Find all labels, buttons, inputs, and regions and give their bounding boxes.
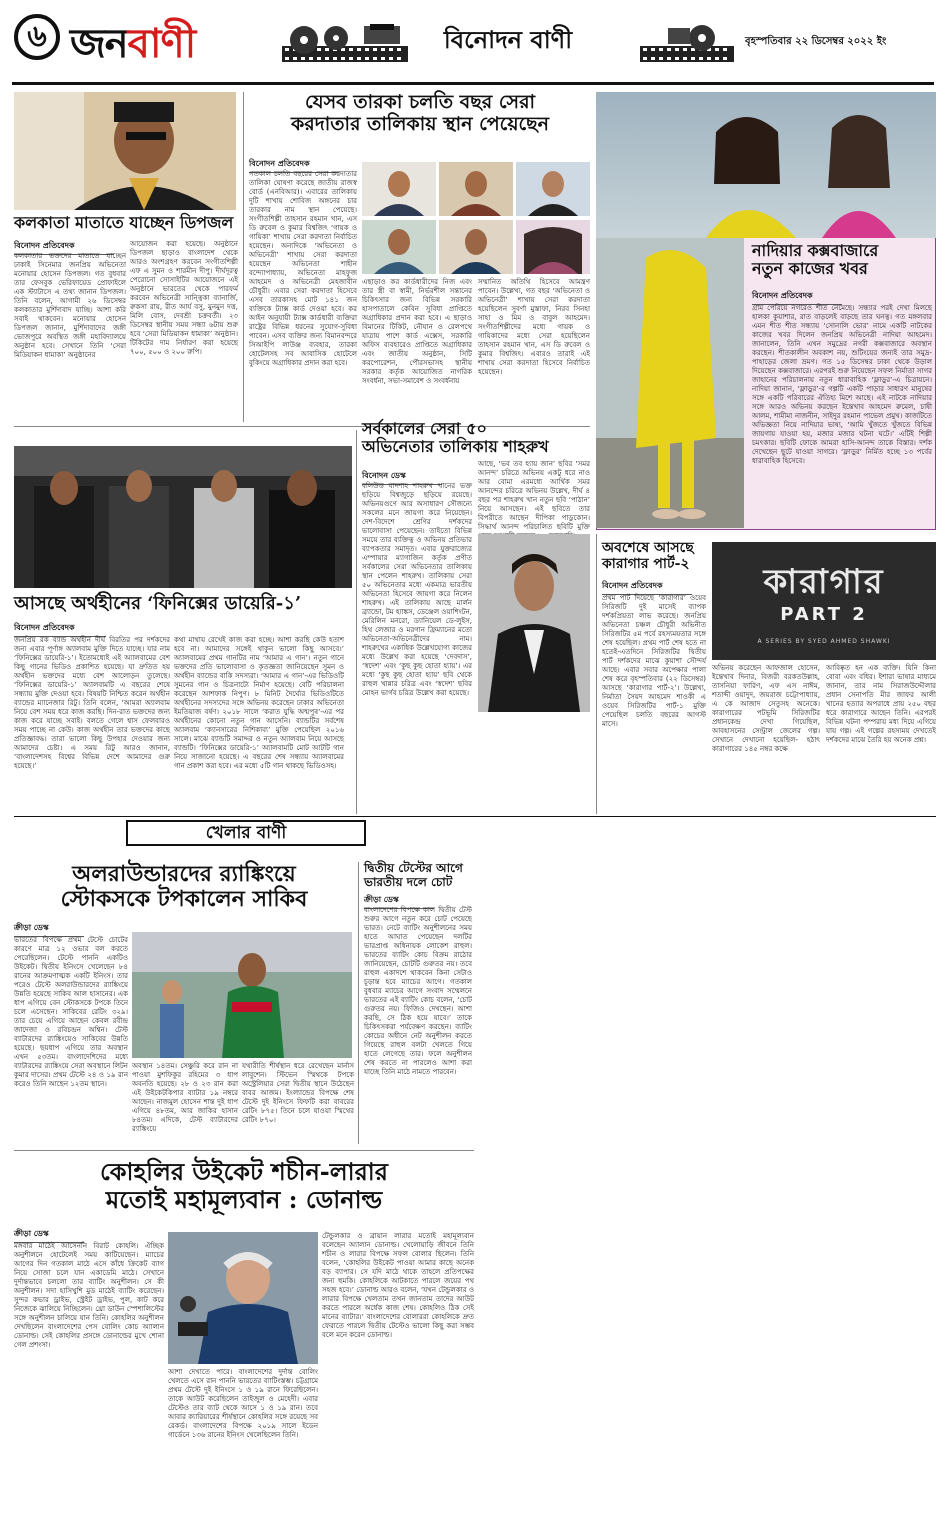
a5-headline-line2: অভিনেতার তালিকায় শাহরুখ [362, 437, 549, 457]
b2-headline-line1: দ্বিতীয় টেস্টের আগে [364, 861, 463, 875]
donald-photo [168, 1232, 318, 1364]
arthohin-band-photo [14, 446, 352, 588]
a3-body: গ্রাম পেরিয়ে নগরেও শীত নেমেছে। সন্ধ্যার পরই দেখা মিলছে হালকা কুয়াশার, রাত বাড়লেই বাড়ছে তার ঘনত্ব। গত মঙ্গলবার এমন শীত শীত সন্ধ্যায় ‘সোনালি ভোর’ নামে একটি নাটকের কাজের খবর দিলেন জনপ্রিয় অভিনেত্রী নাদিয়া আহমেদ। জানালেন, তিনি এখন সমুদ্রের নগরী কক্সবাজারে অবস্থান করছেন। শীতকালীন অবকাশ নয়, শুটিংয়ের জন্যই তার সমুদ্র-পাহাড়ের জেলা ভ্রমণ। গত ১৫ ডিসেম্বর ঢাকা থেকে উড়াল দিয়েছেন কক্সবাজারে। এরপরই শুরু নিয়েছেন সফল নির্মাতা সাগর জাহানের পরিচালনায় নতুন ধারাবাহিক ‘ফ্লাড়ুর’-এ চিত্রায়নে। নাদিয়া জানান, ‘ফ্লাড়ুর’-র গল্পটি একটি পাড়ার সাধারণ মানুষের সঙ্গে একটি পরিবারের ঐতিহ্য মিশে আছে। এই নাটকে নাদিয়ার সঙ্গে আরও অভিনয় করছেন ইন্তেখাব আহমেদ রুমেল, চাষী আলম, শামীমা নাজনীন, সাইদুর রহমান পাভেল প্রমুখ। কাজটিতে অভিজ্ঞতা নিয়ে নাদিয়ার ভাষ্য, ‘আমি খুঁজতে খুঁজতে বিভিন্ন জায়গায় যাওয়া হয়, মজার মজার ঘটনা ঘটে।’ এটিই শিল্পী চমৎকার। ছবিটি ফোকে আমরা হাসি-আনন্দ তাকে বিস্তার। দর্শক দেখেছেন ছুটে যাওয়া সাগরে। ‘ফ্লাড়ুর’ নির্মিত হচ্ছে ১৩ পর্বের ধারাবাহিক হিসেবে। [752, 304, 932, 465]
a2-photo-grid [362, 162, 590, 274]
publication-date: বৃহস্পতিবার ২২ ডিসেম্বর ২০২২ ইং [745, 36, 887, 47]
b1-body-col1: ভারতের বিপক্ষে প্রথম টেস্টে চোটের কারণে মাত্র ১২ ওভার বল করতে পেরেছিলেন। টেস্টে পাননি একটিও উইকেট। দ্বিতীয় ইনিংসে খেলেছেন ৮৪ রানের আক্রমণাত্মক একটি ইনিংস। তার পরেও টেস্টে অলরাউন্ডারদের র‍্যাঙ্কিংয়ে উন্নতি হয়েছে সাকিব আল হাসানের। এক ধাপ এগিয়ে বেন স্টোকসকে টপকে তিনে চলে এসেছেন। সাকিবের রেটিং ৩২৯। তার চেয়ে এগিয়ে আছেন কেবল রবীন্দ্র জাদেজা ও রবিচন্দ্রন অশ্বিন। টেস্ট ব্যাটারদের র‍্যাঙ্কিংয়েও সাকিবের উন্নতি হয়েছে। ছয়ধাপ এগিয়ে তার অবস্থান এখন ৫৩তম। বাংলাদেশিদের মধ্যে ব্যাটারদের র‍্যাঙ্কিংয়ে সেরা অবস্থানে লিটন কুমার দাসের। প্রথম টেস্টে ২৪ ও ১৯ রান করেও তিনি আছেন ১২তম স্থানে। [14, 936, 128, 1088]
a2-headline [250, 92, 590, 136]
a3-byline: বিনোদন প্রতিবেদক [752, 290, 842, 305]
a6-headline [602, 540, 706, 572]
b1-headline-line2: স্টোকসকে টপকালেন সাকিব [60, 886, 308, 913]
a2-headline-line1: যেসব তারকা চলতি বছর সেরা [304, 91, 536, 113]
film-reel-icon-left [282, 24, 408, 74]
b1-byline: ক্রীড়া ডেস্ক [14, 922, 84, 937]
a3-headline [752, 242, 932, 279]
a2-body-col2: এছাড়াও কর কার্ডধারীদের নিজ এবং তার স্ত্রী বা স্বামী, নির্ভরশীল সন্তানের চিকিৎসার জন্য বিভিন্ন সরকারি হাসপাতালে কেবিন সুবিধা প্রাপ্তিতে অগ্রাধিকার প্রদান করা হবে। এ ছাড়াও বিমানের টিকিট, নৌযান ও রেলপথে যাত্রায় পাশে কার্ড এক্সেস, সরকারি অফিস ব্যবহারেও প্রাপ্তিতে অগ্রাধিকার এবং জাতীয় অনুষ্ঠান, সিটি করপোরেশন, পৌরসভাসহ স্থানীয় সরকার কর্তৃক আয়োজিত নাগরিক সংবর্ধনা, সভা-সমাবেশ ও সংবর্ধনায় [362, 278, 472, 385]
b2-body: বাংলাদেশের বিপক্ষে কাল দ্বিতীয় টেস্ট শুরুর আগে নতুন করে চোট পেয়েছে ভারত। নেটে ব্যাটিং অনুশীলনের সময় হাতে আঘাত পেয়েছেন দলটির ভারপ্রাপ্ত অধিনায়ক লোকেশ রাহুল। ভারতের ব্যাটিং কোচ বিক্রম রাঠোর জানিয়েছেন, চোটটি গুরুতর নয়। তবে রাহুল একাদশে থাকবেন কিনা সেটাও চূড়ান্ত হবে ম্যাচের আগে। গতকাল বুধবার ম্যাচের আগে সংবাদ সম্মেলনে ভারতের এই ব্যাটিং কোচ বলেন, ‘চোট গুরুতর নয়। ফিজিও দেখছেন। আশা করছি, সে ঠিক হয়ে যাবে।’ তাকে চিকিৎসকরা পর্যবেক্ষণ করছেন। ব্যাটিং কোচের অধীনে নেট অনুশীলন করতে গিয়েছে রাহুল বলটা খেলতে গিয়ে হাতে লেগেছে তার। ফলে অনুশীলন শেষ করতে না পারলেও আশা করা যাচ্ছে তিনি মাঠে নামতে পারবেন। [364, 906, 472, 1076]
a2-byline: বিনোদন প্রতিবেদক [249, 158, 339, 173]
a6-byline: বিনোদন প্রতিবেদক [602, 580, 692, 595]
a3-headline-line1: নাদিয়ার কক্সবাজারে [752, 241, 879, 260]
a2-headline-line2: করদাতার তালিকায় স্থান পেয়েছেন [291, 112, 549, 135]
a5-body-col1: বলিউড বাদশাহ শাহরুখ খানের ভক্ত ছড়িয়ে বিশ্বজুড়ে ছড়িয়ে রয়েছে। অভিনয়গুণে আর অসাধারণ সৌজন্যে সকলের মনে জায়গা করে নিয়েছেন। দেশ-বিদেশে শ্রেণির দর্শকদের ভালোবাসা পেয়েছেন। তাইতো বিভিন্ন সময়ে তার ব্যক্তিত্ব ও অভিনয় প্রতিভার ব্যাপকতার সমাদৃত। এবার যুক্তরাজ্যের এম্পায়ার ম্যাগাজিন কর্তৃক প্রণীত সর্বকালের সেরা অভিনেতার তালিকায় স্থান পেলেন শাহরুখ। তালিকায় সেরা ৫০ অভিনেতার মধ্যে একমাত্র ভারতীয় অভিনেতা হিসেবে জায়গা করে নিলেন শাহরুখ। এই তালিকায় আছে মার্লন ব্র্যান্ডো, টম হ্যাঙ্কস, ডেঞ্জেল ওয়াশিংটন, মেরিলিন মনরো, ড্যানিয়েল ডে-লুইস, হিথ লেজার ও মরগান ফ্রিম্যানের মতো অভিনেতা-অভিনেত্রীদের নাম। শাহরুখের একাধিক উল্লেখযোগ্য কাজের মধ্যে উল্লেখ করা হয়েছে ‘দেবদাস’, ‘স্বদেশ’ এবং ‘কুছ কুছ হোতা হ্যায়’। এর মধ্যে ‘কুছ কুছ হোতা হ্যায়’ ছবি থেকে রাহুল খান্নার চরিত্র এবং ‘স্বদেশ’ ছবির মোহন ভার্গব চরিত্র উল্লেখ করা হয়েছে। [362, 482, 472, 697]
section-title: বিনোদন বাণী [443, 25, 573, 54]
a5-photo [478, 534, 590, 712]
page-number: ৬ [14, 14, 60, 60]
b1-photo [132, 932, 352, 1058]
b3-body-col3: টেন্ডুলকার ও ব্রায়ান লারার মতোই মহামূল্যবান বলেছেন অ্যালান ডোনাল্ড। খেলোয়াড়ি জীবনে তিনি শচীন ও লারার বিপক্ষে সফল বোলার ছিলেন। তিনি বলেন, ‘কোহলির উইকেট পাওয়া আমার কাছে অনেক বড় ব্যাপার। সে যদি মাঠে থাকে তাহলে প্রতিপক্ষের জন্য হুমকি। কোহলিকে আটকাতে পারলে জয়ের পথ সহজ হবে।’ ডোনাল্ড আরও বলেন, ‘যখন টেন্ডুলকার ও লারার বিপক্ষে খেলতাম তখন জানতাম তাদের আউট করতে পারলে অর্ধেক কাজ শেষ। কোহলিও ঠিক সেই মানের ব্যাটার।’ বাংলাদেশের বোলাররা কোহলিকে দ্রুত ফেরাতে পারলে দ্বিতীয় টেস্টেও ভালো কিছু করা সম্ভব বলে মনে করেন ডোনাল্ড। [322, 1232, 474, 1339]
logo-part2: বাণী [127, 20, 196, 67]
a1-headline: কলকাতা মাতাতে যাচ্ছেন ডিপজল [14, 213, 234, 232]
b3-body-col1: মঙ্গবার মাঠেই আসেননি বিরাট কোহলি। ঐচ্ছিক অনুশীলনে হোটেলেই সময় কাটিয়েছেন। ম্যাচের আগের দিন গতকাল মাঠে এসে কাঁধে ক্রিকেট ব্যাগ নিয়ে সোজা চলে যান একাডেমি মাঠে। সেখানে দুর্দান্তভাবে চললো তার ব্যাটিং অনুশীলন। সে কী অনুশীলন। সদা হাসিখুশি মুড মাঠেই ব্যাটিং করেছেন। সুন্দর কভার ড্রাইভ, স্ট্রেইট ড্রাইভ, পুল, কাট করে নিজেকে ঝালিয়ে নিচ্ছিলেন। থ্রো ডাউন স্পেশালিস্টের সঙ্গে অনুশীলন চালিয়ে যান তিনি। কোহলির অনুশীলন দেখছিলেন বাংলাদেশের পেস বোলিং কোচ অ্যালান ডোনাল্ড। সেই কোহলির প্রসঙ্গে ডোনাল্ডের মুখে শোনা গেল প্রশংসা। [14, 1242, 164, 1349]
a3-photo-main [596, 238, 744, 528]
nadia-photo-top [596, 92, 936, 238]
shakib-photo [132, 932, 352, 1058]
masthead-rule [12, 82, 934, 85]
b2-byline: ক্রীড়া ডেস্ক [364, 894, 434, 909]
b1-body-col2: অবস্থান ১৪তম। সেঞ্চুরি করে রান না পাওয়া মুশফিকুর রহিমের ৩ ধাপ অবনতি হয়েছে। ২৮ ও ২৩ রান করা এই উইকেটকিপার ব্যাটার ১৯ নম্বরে আছেন। নাজমুল হোসেন শান্ত দুই ধাপ এগিয়ে ৪৮তম, আর জাকির হাসান ৮৪তম। এদিকে, টেস্ট ব্যাটারদের র‍্যাঙ্কিংয়ে [132, 1062, 238, 1133]
newspaper-logo [70, 12, 195, 79]
a3-photo-top [596, 92, 936, 238]
a4-body-col1: জনপ্রিয় রক ব্যান্ড অর্থহীন দীর্ঘ বিরতির পর দর্শকদের জন্য এবার পূর্ণাঙ্গ অ্যালবাম মুক্তি দিতে যাচ্ছে। যার নাম ‘ফিনিক্সের ডায়েরি-১’। ইতোমধ্যেই এই অ্যালবামের বেশ কিছু গানের ভিডিও প্রকাশিত হয়েছে। যা দ্রুতিত হয় অর্থহীন ভক্তদের মধ্যে বেশ আলোড়ন তুলেছে। ‘ফিনিক্সের ডায়েরি-১’ অ্যালবামটি এ বছরের শেষে সন্ধ্যায় মুক্তি দেওয়া হবে। বিষয়টি নিশ্চিত করেন অর্থহীন ব্যান্ডের ম্যানেজার রিটু। তিনি বলেন, ‘আমরা অ্যালবাম নিয়ে বেশ সময় ধরে কাজ করছি। দিন-রাত ভক্তদের জন্য কাজ করে যাচ্ছে সবাই। বলতে গেলে শ্বাস ফেলবারও সময় পাচ্ছে না কেউ। কাজ অর্থহীন তার ভক্তদের কাছে প্রতিজ্ঞাবদ্ধ। তারা ভালো কিছু উপহার দেওয়ার জন্য আমাদের চেষ্টা। এ সময় রিটু আরও জানান, ‘বাংলাদেশসহ বিশ্বের বিভিন্ন দেশে আমাদের গুরু হয়েছে।’ [14, 636, 170, 770]
a6-headline-line1: অবশেষে আসছে [602, 540, 694, 556]
b1-headline [14, 862, 354, 913]
a1-body-col2: আয়োজন করা হয়েছে। অনুষ্ঠানে ডিপজল ছাড়াও বাংলাদেশ থেকে আরও অংশগ্রহণ করবেন সংগীতশিল্পী এফ এ সুমন ও শারমীন দীপু। দীর্ঘদূরত্ব পেরোনো সোসাইটির আয়োজনে এই অনুষ্ঠানে ভারতের থেকে পারফর্ম করবেন অভিনেত্রী সান্ত্বিকা ব্যানার্জি, রুকসা রায়, রীত আর্য বসু, মুনমুন দত্ত, মিলি বোস, দেবশ্রী চক্রবর্তী। ২৩ ডিসেম্বর স্থানীয় সময় সন্ধ্যা ৬টায় শুরু হবে ‘সেরা মিডিয়াকন ধামাকা’ অনুষ্ঠান। টিকিটের দাম নির্ধারণ করা হয়েছে ৭০০, ৫০০ ও ২০০ রুপি। [130, 240, 238, 356]
a2-body-col1: গতকাল চলতি বছরের সেরা করদাতার তালিকা ঘোষণা করেছে জাতীয় রাজস্ব বোর্ড (এনবিআর)। এবারের তালিকায় দুটি শাখায় শোবিজ অঙ্গনের চার তারকার নাম স্থান পেয়েছে। সংগীতশিল্পী তাহসান রহমান খান, এস ডি রুবেল ও কুমার বিশ্বজিৎ ‘গায়ক ও গায়িকা’ শাখায় সেরা করদাতা নির্বাচিত হয়েছেন। অন্যদিকে ‘অভিনেতা ও অভিনেত্রী’ শাখায় সেরা করদাতা হয়েছেন অভিনেতা শাহীন বন্দ্যোপাধ্যায়, অভিনেতা মাহফুজ আহমেদ ও অভিনেত্রী মেহজাবীন চৌধুরী। এবার সেরা করদাতা হিসেবে এসব তারকাসহ মোট ১৪১ জন ব্যক্তিকে ট্যাক্স কার্ড দেওয়া হবে। কর আইন অনুযায়ী ট্যাক্স কার্ডধারী ব্যক্তিরা রাষ্ট্রের বিভিন্ন ধরনের সুযোগ-সুবিধা পাবেন। এসব ব্যক্তির জন্য বিমানবন্দরে সিআইপি লাউঞ্জ ব্যবহার, তারকা হোটেলসহ সব আবাসিক হোটেলে বুকিংয়ে অগ্রাধিকার প্রদান করা হবে। [249, 170, 357, 367]
dipjol-photo [14, 92, 236, 210]
logo-part1: জন [70, 20, 128, 67]
a5-byline: বিনোদন ডেস্ক [362, 470, 442, 485]
b3-headline-line1: কোহলির উইকেট শচীন-লারার [100, 1157, 388, 1186]
a5-headline-line1: সর্বকালের সেরা ৫০ [362, 419, 487, 438]
a5-headline [362, 420, 592, 457]
b2-headline [364, 862, 474, 890]
person-photo-icon [14, 92, 236, 210]
b2-headline-line2: ভারতীয় দলে চোট [364, 874, 453, 889]
poster-part: PART 2 [780, 604, 868, 625]
tax-stars-photo-grid [362, 162, 590, 274]
sports-section-banner: খেলার বাণী [126, 820, 366, 846]
karagar-poster [712, 542, 936, 660]
a4-headline: আসছে অর্থহীনের ‘ফিনিক্সের ডায়েরি-১’ [14, 593, 302, 614]
a4-band-photo [14, 446, 352, 588]
b1-headline-line1: অলরাউন্ডারদের র‍্যাঙ্কিংয়ে [72, 861, 296, 887]
b3-photo [168, 1232, 318, 1364]
a6-headline-line2: কারাগার পার্ট-২ [602, 556, 690, 573]
film-reel-icon-right [640, 24, 734, 74]
b1-body-col3: যথারীতি শীর্ষস্থান ধরে রেখেছেন মার্নাস লাবুশেন। স্টিভেন স্মিথকে টপকে অস্ট্রেলিয়ার সেরা দ্বিতীয় স্থানে উঠেছেন বাবর আজম। ইংল্যান্ডের বিপক্ষে শেষ টেস্টে দুই ইনিংসে ফিফটি করা বাবরের রেটিং ৮৭৫। তিনে চলে যাওয়া স্মিথের রেটিং ৮৭০। [242, 1062, 354, 1124]
a6-body-col2: অভিনয় করেছেন আফজাল হোসেন, ইন্তেখাব দিনার, বিজরী বরকতউল্লাহ, তাসনিয়া ফারিণ, এফ এস নাঈম, শতাব্দী ওয়াদুদ, জয়রাজ চট্টোপাধ্যায়, এ কে আজাদ সেতুসহ অনেকে। কারাগারের পটভূমি সিরিজটির প্রধানকেন্দ্র দেখা গিয়েছিল, আবহাসনের সেন্ট্রাল জেলের গল্প। সেখানে দেখানো হয়েছিল- হঠাৎ কারাগারের ১৪৫ নম্বর কক্ষে [712, 664, 820, 753]
a4-body-col2: কথা মাথায় রেখেই কাজ করা হচ্ছে। আশা করছি কেউ হতাশ হবে না। আমাদের সঙ্গেই থাকুন ভালো কিছু আসবে।’ অ্যালবামের প্রথম গানটির নাম ‘আমার এ গান’। নতুন গানে ভক্তদের প্রতি ভালোবাসা ও কৃতজ্ঞতা জানিয়েছেন সুমন ও অর্থহীন ব্যান্ডের বাকি সদস্যরা। ‘আমার এ গান’-এর ভিডিওটি সুমনের গান ও চিত্রনাট্যে নির্মাণ হয়েছে। বেটি পরিচালনা করেছেন আশফাক নিপুণ। ৮ মিনিট দৈর্ঘ্যের ভিডিওটিতে অর্থহীনের সদস্যদের সঙ্গে অভিনয় করেছেন ঢাকার অভিনেতা ইমতিয়াজ বর্ষণ। ২০১৮ সালে ‘করাত যুদ্ধি অন্মপুৰ’-এর পর অর্থহীনের কোনো নতুন গান আসেনি। ব্যান্ডটির সর্বশেষ অ্যালবাম ‘ক্যানসারের নিশিকাব্য’ মুক্তি পেয়েছিল ২০১৬ সালে। মাঝে ব্যান্ডটি সমাদ্দর ও নতুন অ্যালবাম নিয়ে আসছে ব্যান্ডটি। ‘ফিনিক্সের ডায়েরি-১’ অ্যালবামটি মোট আটটি গান নিয়ে সাজানো হয়েছে। এ বছরের শেষ সন্ধ্যায় অ্যালবামের গান প্রকাশ করা হবে। এর মধ্যে ৫টি গান থাকছে ভিডিওসহ। [174, 636, 344, 770]
b3-headline-line2: মতোই মহামূল্যবান : ডোনাল্ড [105, 1184, 383, 1214]
poster-title: কারাগার [763, 562, 885, 602]
a1-body-col1: কলকাতার ভক্তদের মাতাতে যাচ্ছেন ঢাকাই সিনেমার জনপ্রিয় অভিনেতা মনোয়ার হোসেন ডিপজল। গত বুধবার তার ফেসবুক ভেরিফায়েড প্রোফাইলে এক স্ট্যাটাসে এ তথ্য জানান ডিপজল। তিনি বলেন, আগামী ২৬ ডিসেম্বর কলকাতার মুর্শিদাবাদ যাচ্ছি। আশা করি সবাই থাকবেন। মনোয়ার হোসেন ডিপজল জানান, মুর্শিদাবাদের জঙ্গী ভোজপুরে অবস্থিত জঙ্গী মহাবিদ্যালয়ে অনুষ্ঠান হবে। সেখানে তিনি ‘সেরা মিডিয়াকন ধামাকা’ অনুষ্ঠানের [14, 252, 126, 359]
b3-byline: ক্রীড়া ডেস্ক [14, 1228, 84, 1243]
nadia-beach-photo [596, 238, 744, 528]
a4-byline: বিনোদন প্রতিবেদক [14, 622, 106, 637]
shahrukh-photo [478, 534, 590, 712]
a5-body-col2: আছে, ‘ভব তব হ্যায় জান’ ছবির ‘সমর আনন্দ’ চরিত্রে অভিনয় একটু ধরে নাও আর বোমা এরমধ্যে আর্থিক সমর আনন্দের চরিত্রে অভিনয় উল্লেখ, দীর্ঘ ৪ বছর পর শাহরুখ খান নতুন ছবি ‘পাঠান’ নিয়ে আসছেন। এই ছবিতে তার বিপরীতে আছেন দীপিকা পাডুকোন। সিদ্ধার্থ আনন্দ পরিচালিত ছবিটি মুক্তি [478, 460, 590, 531]
a6-body-col3: আবিষ্কৃত হন এক ব্যক্তি। যিনি কিনা বোবা এবং বধির। ইশারা ভাষার মাধ্যমে জানান, তার নাম সিরাজউদ্দৌলার প্রধান সেনাপতি মীর জাফর আলী খানের হত্যার অপরাধে প্রায় ২৫০ বছর ধরে কারাগারে আছেন তিনি। এরপরই বিভিন্ন ঘটনা পম্পরায় মধ্য দিয়ে এগিয়ে যায় গল্প। এই গল্পের রহস্যময় দেখতেই দর্শকদের মাঝে তৈরি হয় অনেক প্রশ্ন। [826, 664, 936, 744]
b3-headline [14, 1158, 474, 1213]
a6-body-col1: প্রথম পার্ট দিয়েছে ‘কারাগার’ ওয়েব সিরিজটি দুই মাসেই ব্যাপক দর্শকপ্রিয়তা লাভ করেছে। জনপ্রিয় অভিনেতা চঞ্চল চৌধুরী অভিনীত সিরিজটির ৫ম পর্বে রহস্যময়তার সঙ্গে শেষ হয়েছিল। প্রথম পার্ট শেষ হতে না হতেই-এতদিনে সিরিজটির দ্বিতীয় পার্ট দর্শকদের মাঝে কুয়াশা সৌন্দর্য আছে। এবার সবার অপেক্ষার পালা শেষ করে বৃহস্পতিবার (২২ ডিসেম্বর) আসছে ‘কারাগার পার্ট-২’। উল্লেখ্য, নির্মাতা সৈয়দ আহমেদ শাওকী এ ওয়েব সিরিজটির পার্ট-১ মুক্তি পেয়েছিল চলতি বছরের আগস্ট মাসে। [602, 594, 706, 728]
a2-body-col3: সম্মানিত অতিথি হিসেবে আমন্ত্রণ পাবেন। উল্লেখ্য, গত বছর ‘অভিনেতা ও অভিনেত্রী’ শাখায় সেরা করদাতা হয়েছিলেন সুবর্ণা মুস্তাফা, নিরব সিনহা সাহা ও মিম ও বাবুল আহমেদ। সংগীতশিল্পীদের মধ্যে গায়ক ও গায়িকাদের মধ্যে সেরা হয়েছিলেন তাহসান রহমান খান, এস ডি রুবেল ও কুমার বিশ্বজিৎ। এবারও তারাই এই শাখায় সেরা করদাতা হিসেবে নির্বাচিত হয়েছেন। [478, 278, 590, 376]
poster-credit: A SERIES BY SYED AHMED SHAWKI [757, 638, 891, 645]
b3-body-col2: আশা দেখাতে পারে। বাংলাদেশের দুর্দান্ত বোলিং খেলতে এসে রান পাননি ভারতের ব্যাটিংস্তম্ভ। চট্টগ্রামে প্রথম টেস্টে দুই ইনিংসে ১ ও ১৯ রানে ফিরেছিলেন। তাকে আউট করেছিলেন তাইজুল ও মেহেদী। এবার টেস্টেও তার ব্যাট থেকে আসে ১ ও ১৯ রান। তবে আবার ক্যারিয়ারের শীর্ষস্থানে কোহলির সঙ্গে রয়েছে সব রেকর্ড। বাংলাদেশের বিপক্ষে ২০১৯ সালে ইডেন গার্ডেনে ১৩৬ রানের ইনিংস খেলেছিলেন তিনি। [168, 1368, 318, 1439]
a3-headline-line2: নতুন কাজের খবর [752, 259, 868, 279]
a1-byline: বিনোদন প্রতিবেদক [14, 240, 114, 255]
